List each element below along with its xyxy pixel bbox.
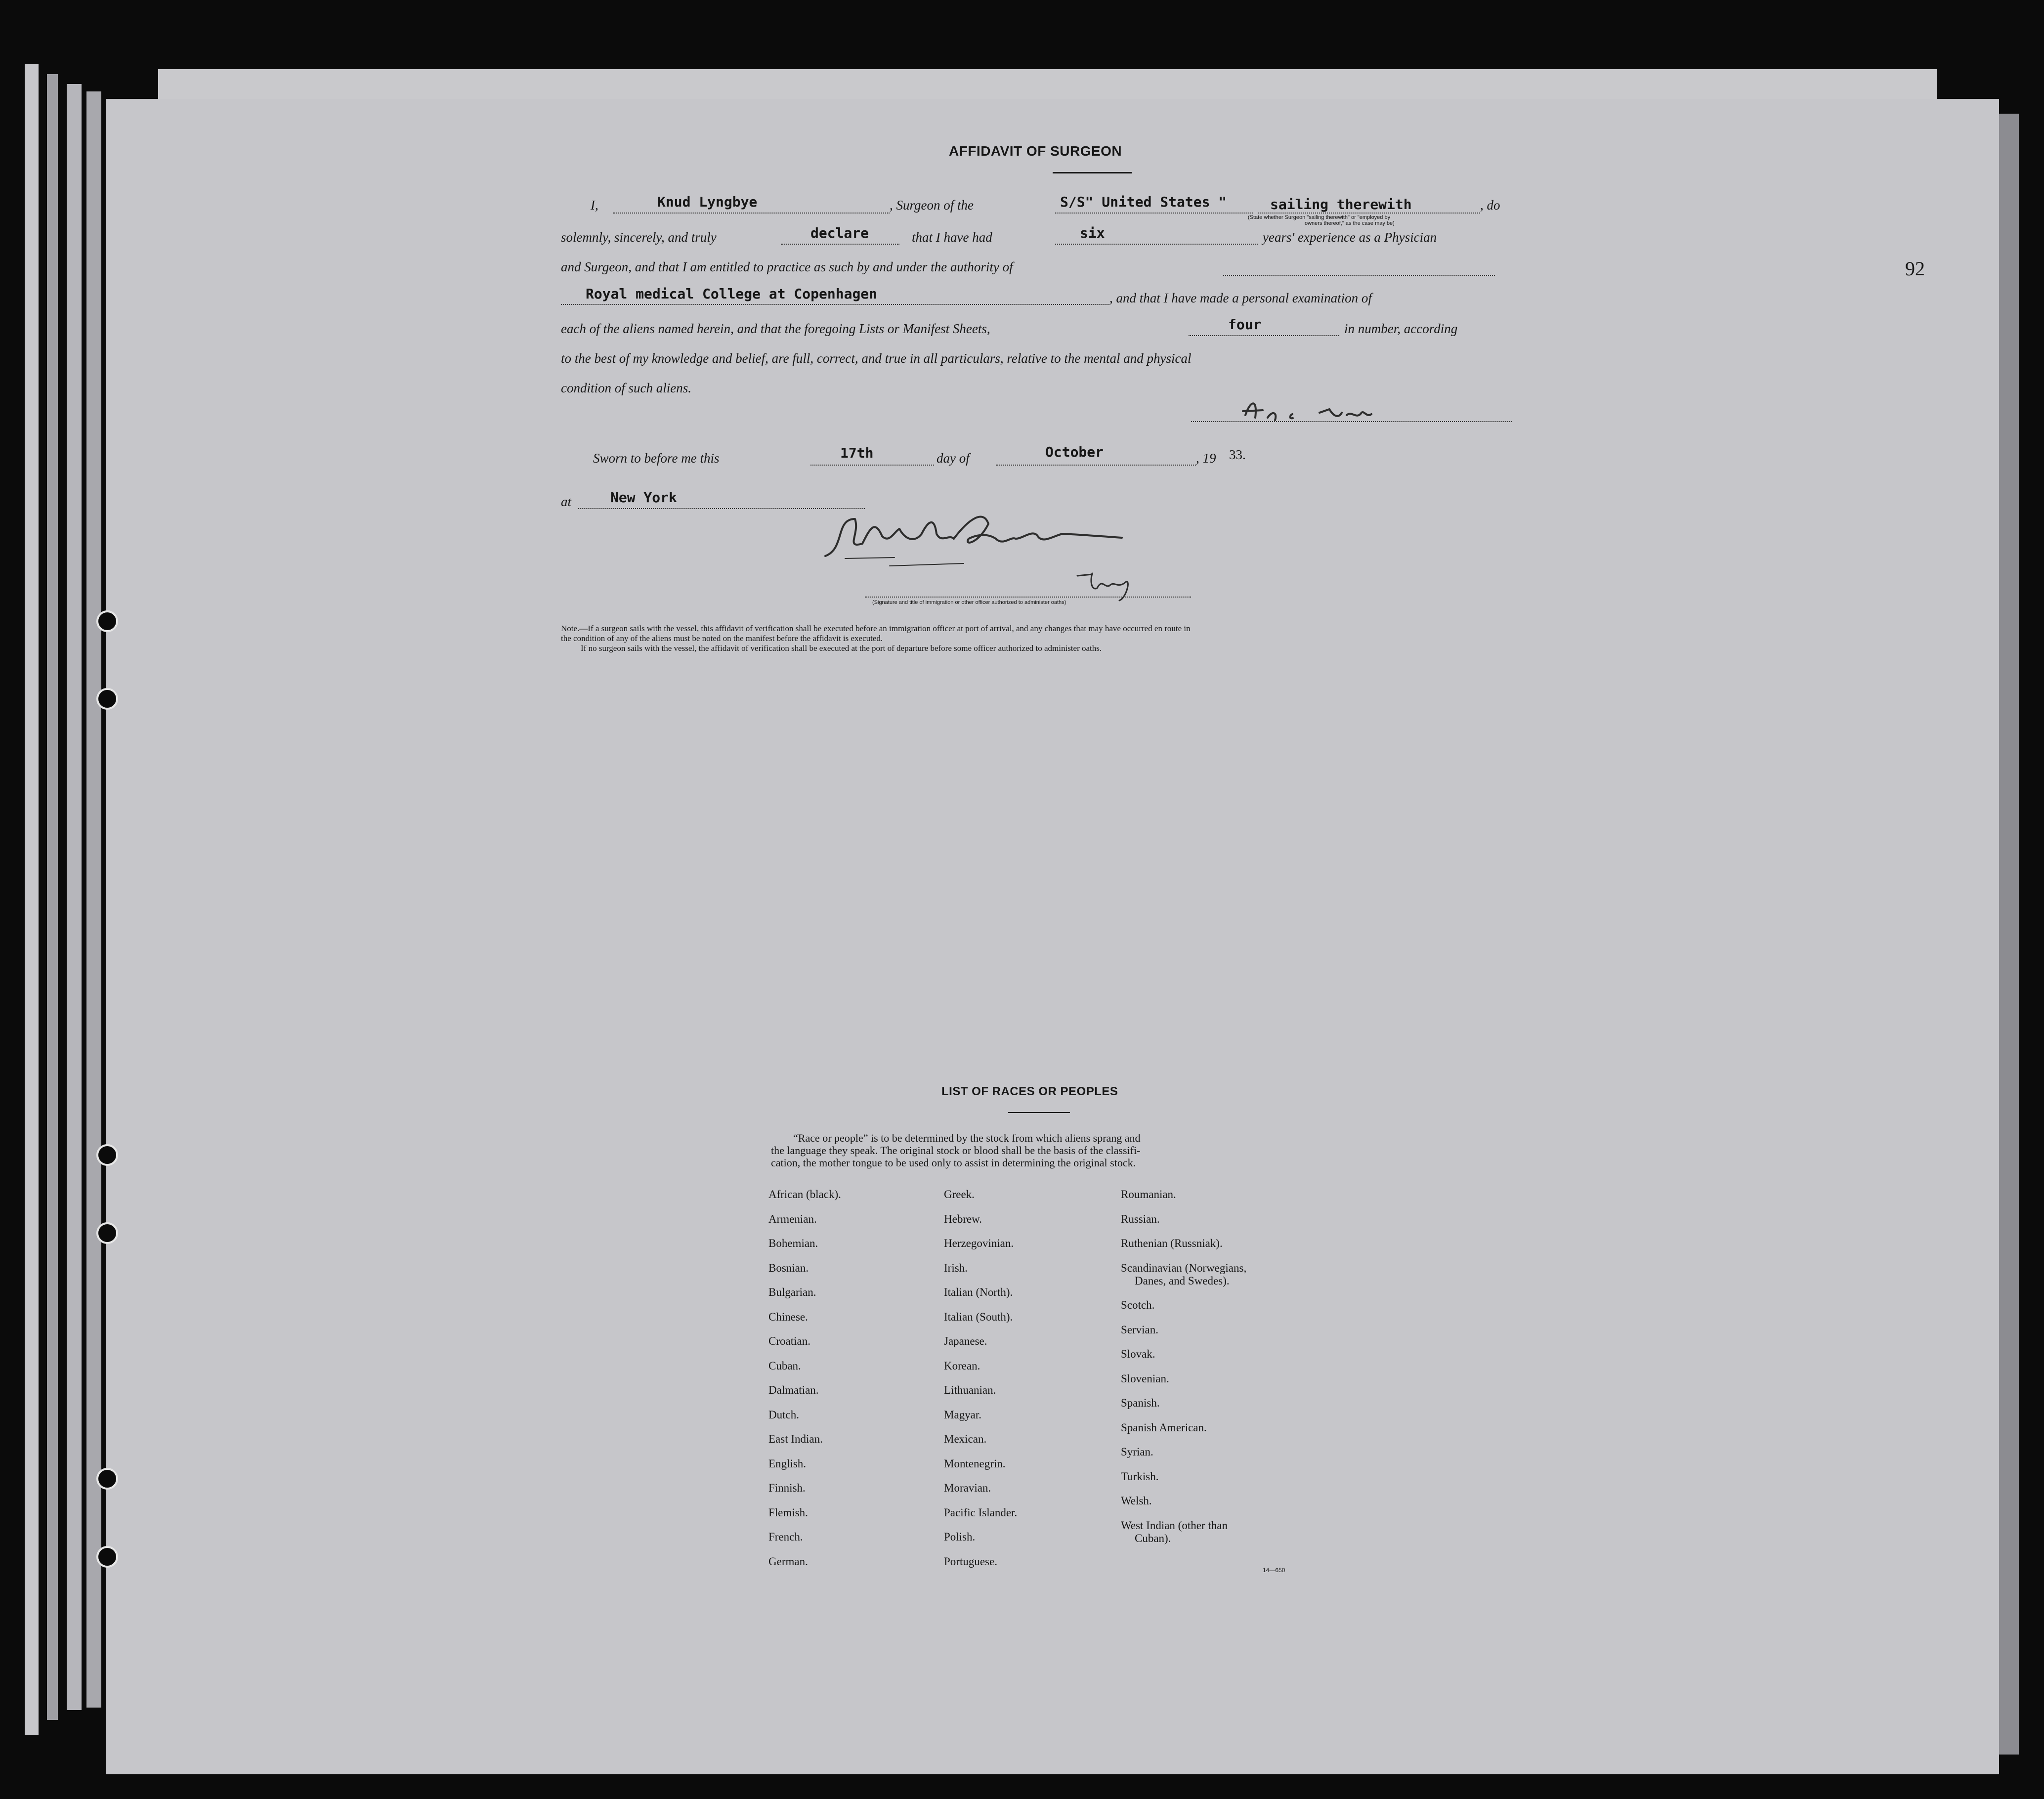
- race-entry: Dalmatian.: [768, 1384, 819, 1396]
- declaration-word: declare: [810, 225, 869, 241]
- fill-line: [1055, 244, 1258, 245]
- race-entry: Bohemian.: [768, 1237, 818, 1249]
- race-entry: Welsh.: [1121, 1495, 1152, 1507]
- binding-edge: [86, 91, 101, 1708]
- punch-hole: [96, 1144, 118, 1166]
- race-entry: Mexican.: [944, 1433, 987, 1445]
- form-text: and Surgeon, and that I am entitled to practice as such by and under the authority of: [561, 259, 1013, 274]
- race-entry: Irish.: [944, 1261, 968, 1274]
- form-text: that I have had: [912, 230, 992, 245]
- fill-line: [996, 465, 1196, 466]
- punch-hole: [96, 688, 118, 710]
- races-intro: cation, the mother tongue to be used only to assist in determining the original stock.: [771, 1156, 1136, 1169]
- race-entry: Scandinavian (Norwegians,: [1121, 1261, 1247, 1274]
- form-text: each of the aliens named herein, and that the foregoing Lists or Manifest Sheets,: [561, 321, 990, 336]
- races-title-underline: [1008, 1112, 1070, 1113]
- title-underline: [1053, 172, 1132, 173]
- race-entry: Ruthenian (Russniak).: [1121, 1237, 1223, 1249]
- form-text: at: [561, 494, 572, 509]
- race-entry: West Indian (other than: [1121, 1519, 1228, 1532]
- race-entry: Spanish American.: [1121, 1421, 1207, 1434]
- form-text: , and that I have made a personal examination of: [1109, 291, 1372, 305]
- form-text: in number, according: [1344, 321, 1458, 336]
- race-entry: Syrian.: [1121, 1446, 1153, 1458]
- race-entry: Slovenian.: [1121, 1372, 1169, 1385]
- race-entry: Bosnian.: [768, 1261, 809, 1274]
- race-entry: East Indian.: [768, 1433, 823, 1445]
- form-hint: (State whether Surgeon "sailing therewith" or "employed by: [1248, 214, 1391, 220]
- race-entry: English.: [768, 1457, 807, 1470]
- race-entry: Bulgarian.: [768, 1286, 816, 1298]
- race-entry: Korean.: [944, 1359, 980, 1372]
- race-entry: Slovak.: [1121, 1348, 1155, 1360]
- form-text: to the best of my knowledge and belief, are full, correct, and true in all particulars, relative to the mental and physical: [561, 351, 1192, 366]
- affidavit-title: AFFIDAVIT OF SURGEON: [949, 143, 1122, 159]
- note-line: Note.—If a surgeon sails with the vessel, this affidavit of verification shall be executed before an immigration officer at port of arrival, and any changes that may have occurred en route in: [561, 624, 1191, 633]
- form-text: solemnly, sincerely, and truly: [561, 230, 717, 245]
- race-entry: Pacific Islander.: [944, 1506, 1018, 1519]
- form-text: , do: [1480, 198, 1500, 213]
- signature-caption: (Signature and title of immigration or other officer authorized to administer oaths): [872, 600, 1066, 605]
- binding-edge: [67, 84, 82, 1710]
- race-entry: Servian.: [1121, 1323, 1159, 1336]
- race-entry: Hebrew.: [944, 1212, 982, 1225]
- race-entry: Turkish.: [1121, 1470, 1159, 1483]
- race-entry: Danes, and Swedes).: [1135, 1274, 1230, 1287]
- signature-line: [1191, 421, 1512, 422]
- form-number: 14—650: [1263, 1567, 1285, 1574]
- surgeon-signature: [1216, 390, 1473, 440]
- race-entry: Italian (South).: [944, 1310, 1013, 1323]
- race-entry: Portuguese.: [944, 1555, 997, 1568]
- sailing-status: sailing therewith: [1270, 196, 1412, 213]
- race-entry: Russian.: [1121, 1212, 1160, 1225]
- fill-line: [1223, 275, 1495, 276]
- note-line: If no surgeon sails with the vessel, the affidavit of verification shall be executed at the port of departure before some officer authorized to administer oaths.: [581, 643, 1102, 653]
- race-entry: Armenian.: [768, 1212, 817, 1225]
- race-entry: French.: [768, 1531, 803, 1543]
- races-intro: “Race or people” is to be determined by the stock from which aliens sprang and: [793, 1132, 1141, 1144]
- form-text: condition of such aliens.: [561, 381, 691, 395]
- punch-hole: [96, 1546, 118, 1568]
- race-entry: Spanish.: [1121, 1397, 1160, 1409]
- form-text: I,: [591, 198, 598, 213]
- page-number: 92: [1905, 257, 1925, 280]
- binding-edge: [47, 74, 58, 1720]
- binding-edge: [25, 64, 39, 1735]
- form-text: , Surgeon of the: [890, 198, 974, 213]
- race-entry: Finnish.: [768, 1482, 806, 1494]
- fill-line: [781, 244, 899, 245]
- form-hint: owners thereof," as the case may be): [1305, 220, 1395, 226]
- fill-line: [1055, 213, 1253, 214]
- underlying-page-edge: [1999, 114, 2019, 1755]
- vessel-name: S/S" United States ": [1060, 194, 1227, 210]
- fill-line: [1258, 213, 1480, 214]
- surgeon-name: Knud Lyngbye: [657, 194, 758, 210]
- race-entry: Polish.: [944, 1531, 976, 1543]
- form-text: years' experience as a Physician: [1263, 230, 1437, 245]
- race-entry: German.: [768, 1555, 808, 1568]
- race-entry: African (black).: [768, 1188, 841, 1200]
- race-entry: Croatian.: [768, 1335, 810, 1347]
- note-line: the condition of any of the aliens must be noted on the manifest before the affidavit is executed.: [561, 634, 883, 643]
- race-entry: Scotch.: [1121, 1299, 1155, 1311]
- sworn-year: 33.: [1229, 447, 1246, 462]
- punch-hole: [96, 1222, 118, 1244]
- race-entry: Japanese.: [944, 1335, 987, 1347]
- sworn-month: October: [1045, 444, 1104, 460]
- fill-line: [561, 304, 1109, 305]
- form-text: Sworn to before me this: [593, 451, 720, 466]
- race-entry: Dutch.: [768, 1408, 799, 1421]
- sworn-place: New York: [610, 489, 677, 506]
- race-entry: Herzegovinian.: [944, 1237, 1014, 1249]
- punch-hole: [96, 610, 118, 632]
- fill-line: [810, 465, 934, 466]
- signature-line: [865, 597, 1191, 598]
- races-title: LIST OF RACES OR PEOPLES: [941, 1085, 1118, 1098]
- race-entry: Cuban).: [1135, 1532, 1171, 1544]
- race-entry: Magyar.: [944, 1408, 982, 1421]
- race-entry: Moravian.: [944, 1482, 991, 1494]
- fill-line: [1189, 335, 1339, 336]
- race-entry: Flemish.: [768, 1506, 808, 1519]
- sworn-day: 17th: [840, 445, 874, 461]
- race-entry: Lithuanian.: [944, 1384, 996, 1396]
- race-entry: Italian (North).: [944, 1286, 1013, 1298]
- licensing-authority: Royal medical College at Copenhagen: [586, 286, 878, 302]
- fill-line: [613, 213, 890, 214]
- form-text: day of: [937, 451, 970, 466]
- sheet-count: four: [1228, 316, 1262, 333]
- form-text: , 19: [1196, 451, 1216, 466]
- punch-hole: [96, 1468, 118, 1490]
- officer-signature: [815, 489, 1161, 608]
- years-experience: six: [1080, 225, 1105, 241]
- races-intro: the language they speak. The original stock or blood shall be the basis of the classifi-: [771, 1144, 1141, 1156]
- race-entry: Montenegrin.: [944, 1457, 1006, 1470]
- race-entry: Roumanian.: [1121, 1188, 1176, 1200]
- race-entry: Chinese.: [768, 1310, 808, 1323]
- manifest-page: [106, 99, 1999, 1774]
- race-entry: Greek.: [944, 1188, 975, 1200]
- race-entry: Cuban.: [768, 1359, 801, 1372]
